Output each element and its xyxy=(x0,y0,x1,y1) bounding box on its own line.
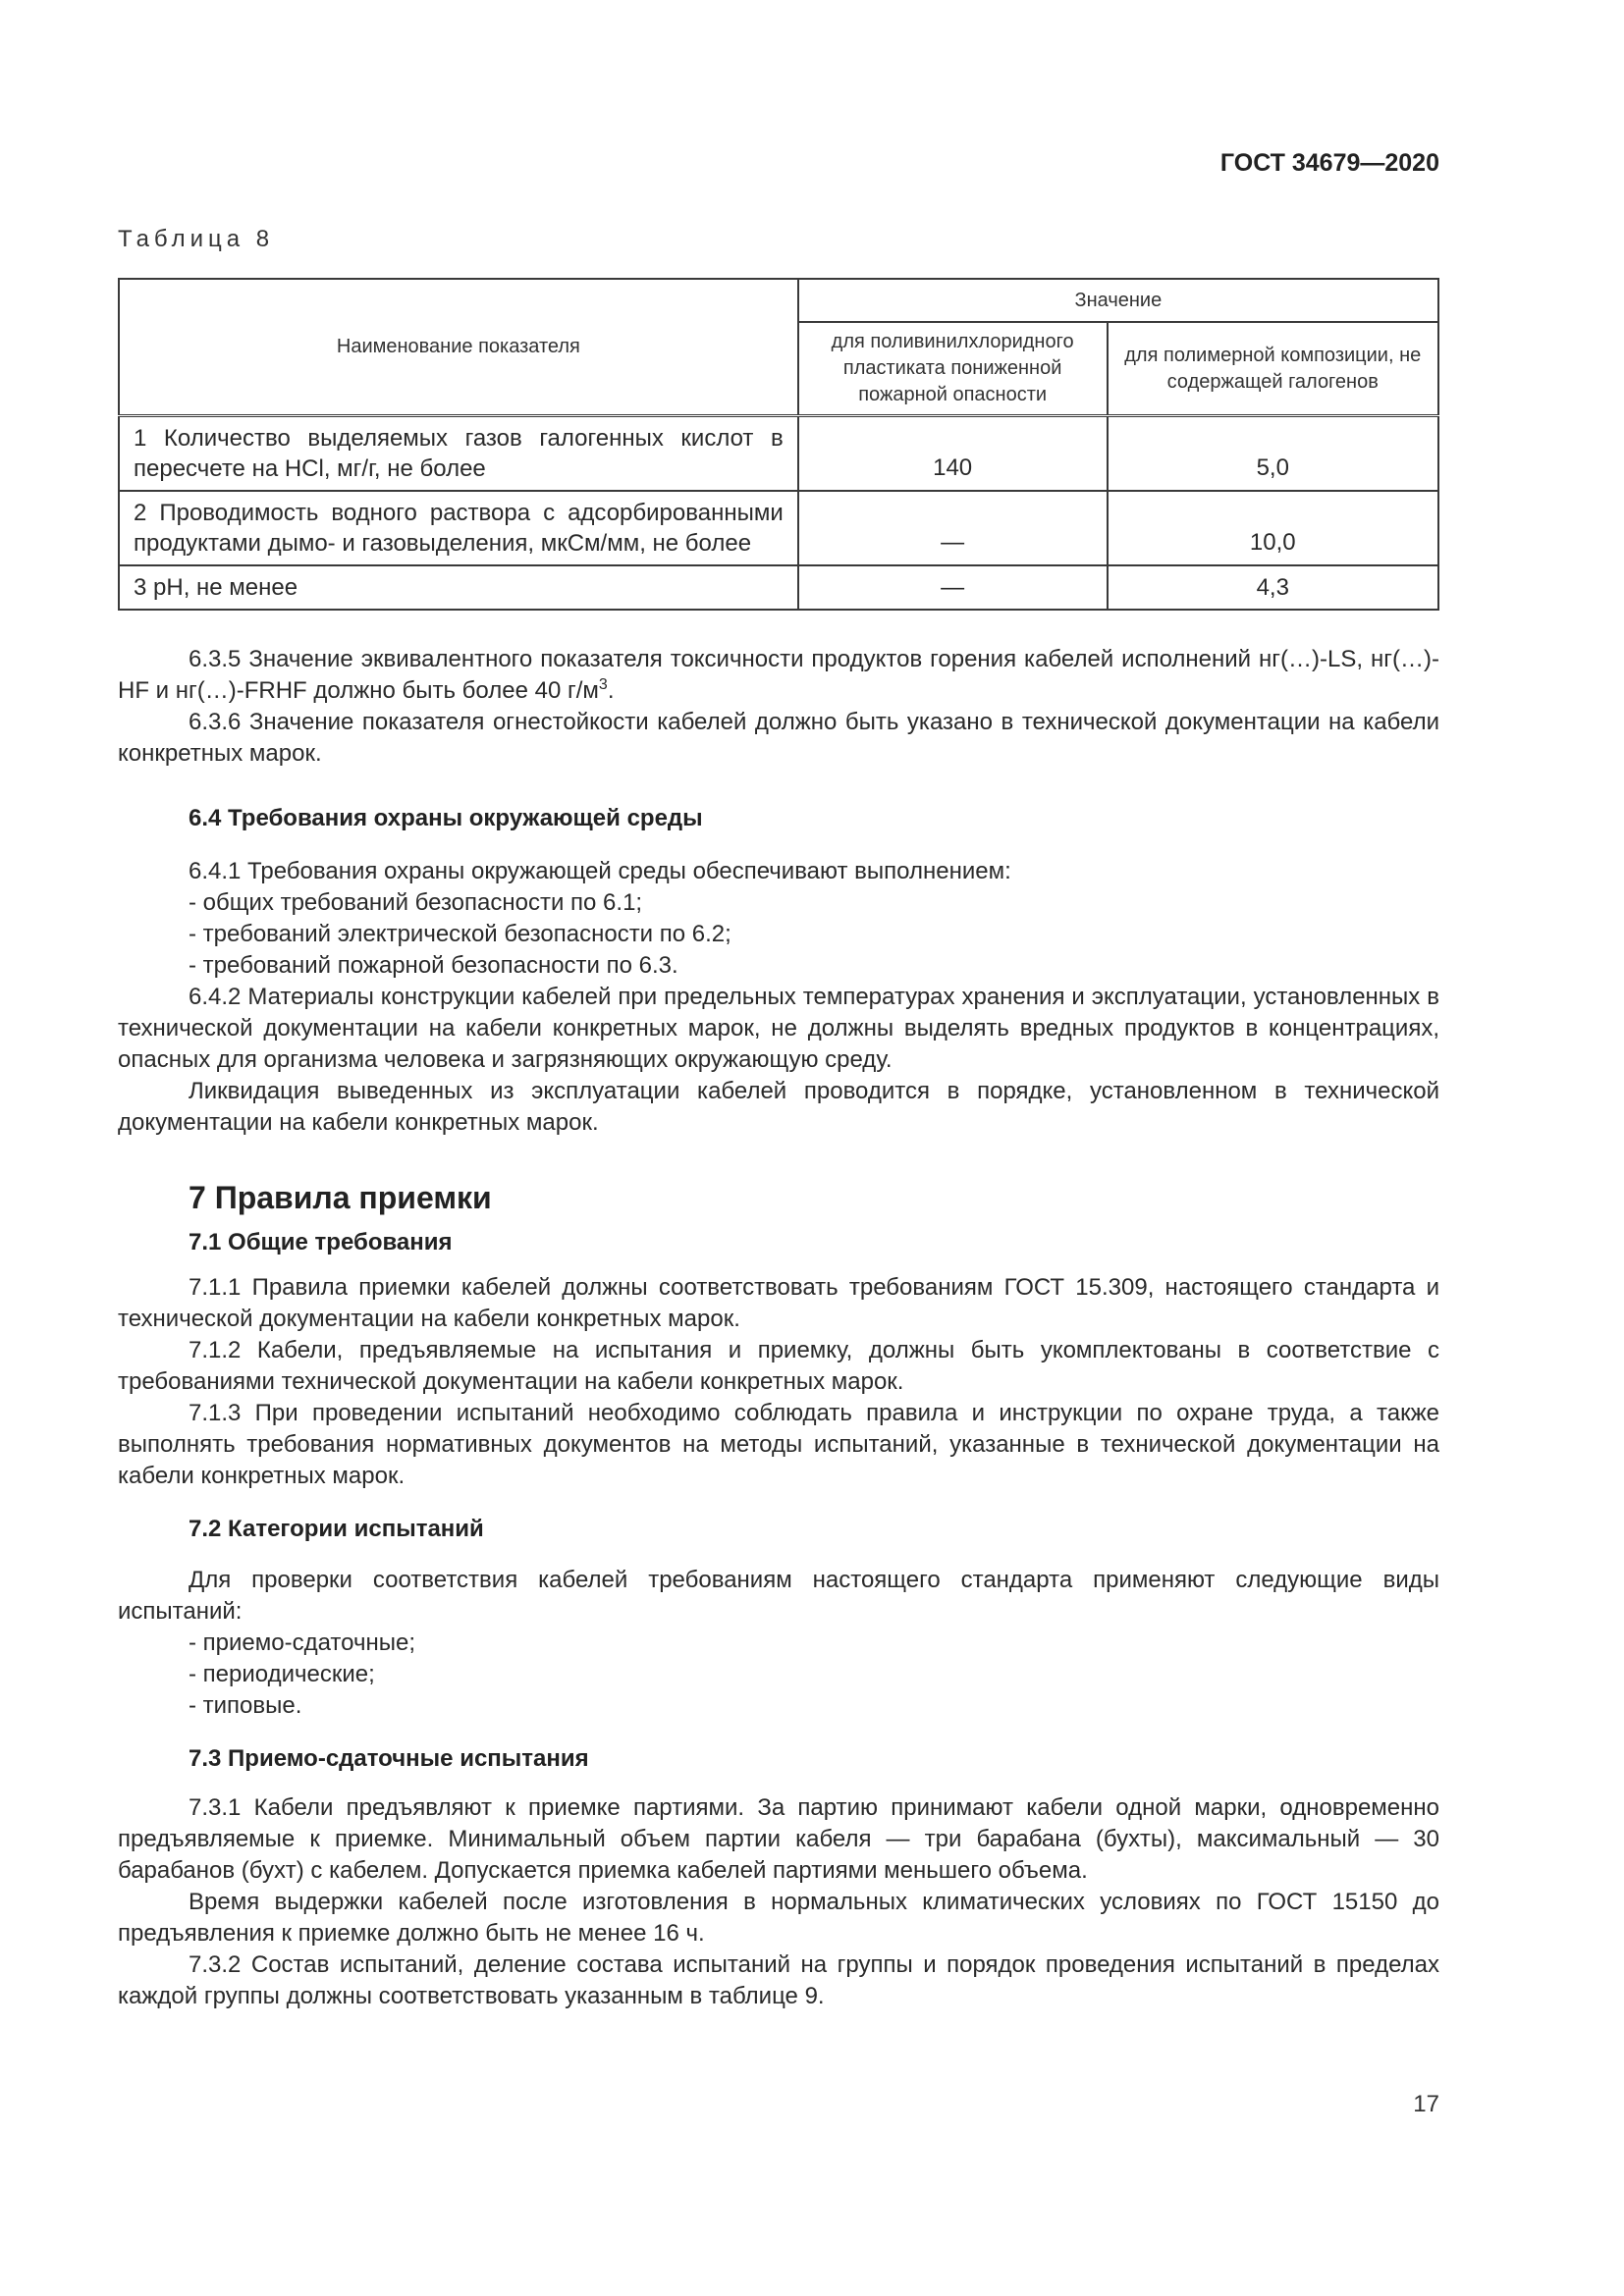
paragraph-7-1-2: 7.1.2 Кабели, предъявляемые на испытания и приемку, должны быть укомплектованы в соответствие с требованиями технической документации на кабели конкретных марок. xyxy=(118,1337,1439,1395)
paragraph-6-4-2: 6.4.2 Материалы конструкции кабелей при предельных температурах хранения и эксплуатации, установленных в технической документации на кабели конкретных марок, не должны выделять вредных продуктов в концентрациях, опасных для организма человека и загрязняющих окружающую среду. xyxy=(118,984,1439,1073)
table-cell-name: 2 Проводимость водного раствора с адсорбированными продуктами дымо- и газовыделения, мкСм/мм, не более xyxy=(119,491,798,565)
page-number: 17 xyxy=(1413,2091,1439,2117)
heading-7-3: 7.3 Приемо-сдаточные испытания xyxy=(189,1745,589,1772)
table-row xyxy=(119,565,1438,610)
paragraph-6-4-2-liquidation: Ликвидация выведенных из эксплуатации кабелей проводится в порядке, установленном в технической документации на кабели конкретных марок. xyxy=(118,1078,1439,1136)
section-6-4 xyxy=(118,803,1439,1139)
table-cell-polymer: 10,0 xyxy=(1108,491,1438,565)
table-cell-pvc: — xyxy=(798,565,1108,610)
heading-6-4: 6.4 Требования охраны окружающей среды xyxy=(189,805,703,831)
section-7 xyxy=(118,1182,1439,2012)
paragraph-7-3-1-aging: Время выдержки кабелей после изготовления в нормальных климатических условиях по ГОСТ 15150 до предъявления к приемке должно быть не менее 16 ч. xyxy=(118,1889,1439,1947)
table-cell-polymer: 5,0 xyxy=(1108,416,1438,492)
paragraph-7-3-1: 7.3.1 Кабели предъявляют к приемке партиями. За партию принимают кабели одной марки, одновременно предъявляемые к приемке. Минимальный объем партии кабеля — три барабана (бухты), максимальный — 30 барабанов (бухт) с кабелем. Допускается приемка кабелей партиями меньшего объема. xyxy=(118,1794,1439,1884)
paragraph-7-1-3: 7.1.3 При проведении испытаний необходимо соблюдать правила и инструкции по охране труда, а также выполнять требования нормативных документов на методы испытаний, указанные в технической документации на кабели конкретных марок. xyxy=(118,1400,1439,1489)
table-cell-name: 1 Количество выделяемых газов галогенных кислот в пересчете на HCl, мг/г, не более xyxy=(119,416,798,492)
paragraph-7-3-2: 7.3.2 Состав испытаний, деление состава испытаний на группы и порядок проведения испытаний в пределах каждой группы должны соответствовать указанным в таблице 9. xyxy=(118,1951,1439,2009)
document-header-id: ГОСТ 34679—2020 xyxy=(1219,149,1439,177)
list-item: - периодические; xyxy=(189,1661,375,1687)
paragraph-6-4-1: 6.4.1 Требования охраны окружающей среды обеспечивают выполнением: xyxy=(189,858,1011,884)
paragraph-6-3-6: 6.3.6 Значение показателя огнестойкости кабелей должно быть указано в технической документации на кабели конкретных марок. xyxy=(118,709,1439,767)
paragraph-6-3-5: 6.3.5 Значение эквивалентного показателя токсичности продуктов горения кабелей исполнений нг(…)-LS, нг(…)-HF и нг(…)-FRHF должно быть более 40 $г/м^3$. xyxy=(118,646,1439,704)
paragraph-7-2: Для проверки соответствия кабелей требованиям настоящего стандарта применяют следующие виды испытаний: xyxy=(118,1567,1439,1625)
table-header-polymer: для полимерной композиции, не содержащей галогенов xyxy=(1108,322,1438,416)
table-header-pvc: для поливинилхлоридного пластиката пониженной пожарной опасности xyxy=(798,322,1108,416)
list-item: - требований пожарной безопасности по 6.3. xyxy=(189,952,678,979)
table-row xyxy=(119,416,1438,492)
table-caption: Таблица 8 xyxy=(118,226,275,252)
list-item: - приемо-сдаточные; xyxy=(189,1629,415,1656)
table-cell-name: 3 pH, не менее xyxy=(119,565,798,610)
table-cell-polymer: 4,3 xyxy=(1108,565,1438,610)
heading-7: 7 Правила приемки xyxy=(189,1180,492,1215)
paragraph-7-1-1: 7.1.1 Правила приемки кабелей должны соответствовать требованиям ГОСТ 15.309, настоящего стандарта и технической документации на кабели конкретных марок. xyxy=(118,1274,1439,1332)
table-cell-pvc: — xyxy=(798,491,1108,565)
table-cell-pvc: 140 xyxy=(798,416,1108,492)
list-item: - требований электрической безопасности по 6.2; xyxy=(189,921,731,947)
section-6-3-continued xyxy=(118,644,1439,770)
table-header-indicator-name: Наименование показателя xyxy=(119,279,798,416)
heading-7-1: 7.1 Общие требования xyxy=(189,1229,453,1255)
table-8 xyxy=(118,278,1439,611)
table-row xyxy=(119,491,1438,565)
list-item: - общих требований безопасности по 6.1; xyxy=(189,889,643,916)
list-item: - типовые. xyxy=(189,1692,302,1719)
heading-7-2: 7.2 Категории испытаний xyxy=(189,1516,484,1542)
table-header-value: Значение xyxy=(798,279,1438,322)
